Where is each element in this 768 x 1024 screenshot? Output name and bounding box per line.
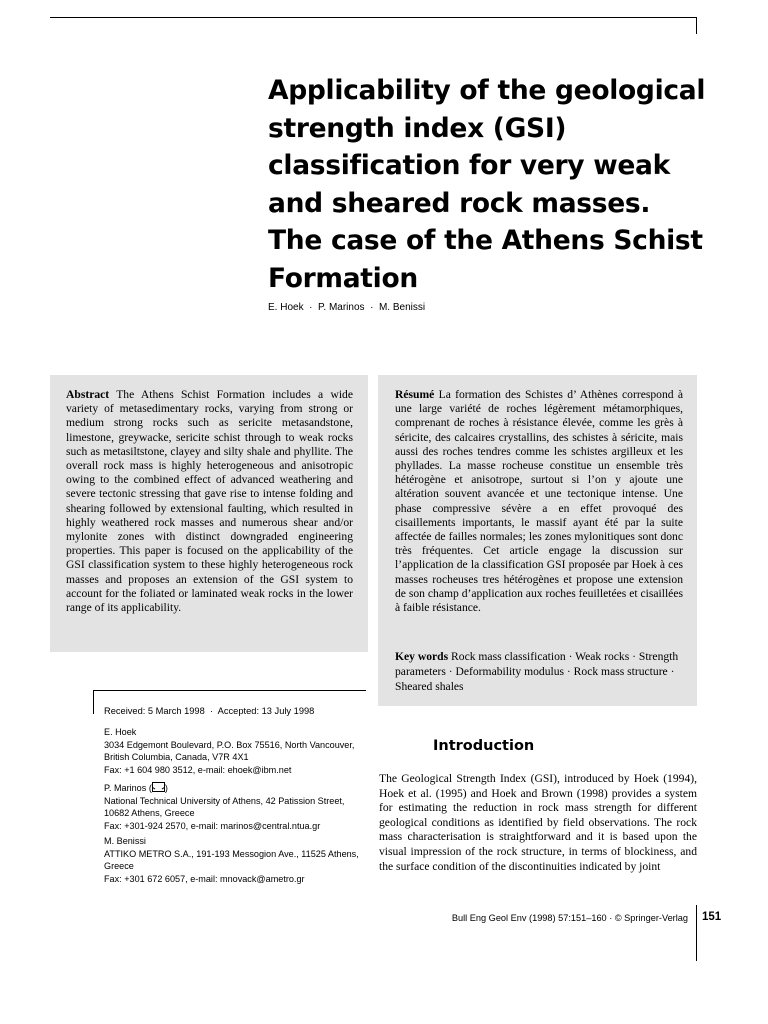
received-dates: Received: 5 March 1998 · Accepted: 13 July 1998: [104, 706, 315, 716]
abstract: [66, 388, 353, 615]
address-line: Greece: [104, 861, 134, 872]
contact-line: Fax: +301 672 6057, e-mail: mnovack@ametro.gr: [104, 873, 305, 884]
resume: [395, 388, 683, 615]
address-line: British Columbia, Canada, V7R 4X1: [104, 752, 249, 763]
page-number: 151: [702, 911, 722, 923]
introduction-heading: Introduction: [433, 738, 535, 754]
journal-citation: Bull Eng Geol Env (1998) 57:151–160 · © Springer-Verlag: [451, 913, 688, 923]
abstract-box: [50, 375, 368, 652]
author-name: P. Marinos: [104, 783, 147, 793]
mail-envelope-icon: [152, 782, 165, 792]
introduction-text: The Geological Strength Index (GSI), introduced by Hoek (1994), Hoek et al. (1995) and Hoek and Brown (1998) provides a system for estimating the reduction in rock mass strength for different geological conditions as identified by field observations. The rock mass characterisation is straightforward and it is based upon the visual impression of the rock structure, in terms of blockiness, and the surface condition of the discontinuities indicated by joint: [379, 772, 697, 873]
keywords-label: Key words: [395, 650, 449, 663]
resume-text: La formation des Schistes d’ Athènes correspond à une large variété de roches légèrement métamorphiques, comprenant de roches à résistance élevée, comme les grès à séricite, des calcaires crystallins, des schistes à séricite, mais aussi des roches tendres comme les schistes argilleux et les phyllades. La masse rocheuse constitue un ensemble très hétérogène et anisotrope, surtout si l’on y ajoute une altération souvent avancée et une tectonique intense. Une phase compressive sévère a en effet provoqué des cisaillements importants, le massif ayant été par la suite affectée de failles normales; les zones mylonitiques sont donc très fréquentes. Cet article engage la discussion sur l’application de la classification GSI proposée par Hoek à ces masses rocheuses tres hétérogènes et propose une extension de son champ d’application aux roches feuilletées et cisaillées à faible résistance.: [395, 388, 683, 615]
address-hoek: [104, 726, 374, 776]
address-line: ATTIKO METRO S.A., 191-193 Messogion Ave., 11525 Athens,: [104, 848, 359, 859]
resume-label: Résumé: [395, 388, 435, 401]
paper-title: Applicability of the geological strength index (GSI) classification for very weak and sheared rock masses. The case of the Athens Schist Formation: [268, 75, 706, 294]
abstract-text: The Athens Schist Formation includes a wide variety of metasedimentary rocks, varying from strong or medium strong rocks such as sericite metasandstone, limestone, greywacke, sericite schist through to weak rocks such as metasiltstone, clayey and silty shale and phyllite. The overall rock mass is highly heterogeneous and anisotropic owing to the combined effect of advanced weathering and severe tectonic stressing that gave rise to intense folding and shearing followed by extensional faulting, which resulted in highly weathered rock masses and numerous shear and/or mylonite zones with distinct downgraded engineering properties. This paper is focused on the applicability of the GSI classification system to these highly heterogeneous rock masses and proposes an extension of the GSI system to account for the foliated or laminated weak rocks in the lower range of its applicability.: [66, 388, 353, 615]
address-line: National Technical University of Athens, 42 Patission Street,: [104, 795, 345, 806]
footer-rule: [696, 905, 697, 961]
abstract-label: Abstract: [66, 388, 110, 401]
author-name: M. Benissi: [104, 836, 146, 846]
received-rule: [93, 690, 366, 691]
contact-line: Fax: +301-924 2570, e-mail: marinos@central.ntua.gr: [104, 820, 321, 831]
keywords-text: Rock mass classification · Weak rocks · Strength parameters · Deformability modulus · Rock mass structure · Sheared shales: [395, 650, 679, 693]
author-list: E. Hoek · P. Marinos · M. Benissi: [268, 302, 426, 313]
keywords: [395, 650, 683, 694]
address-benissi: [104, 835, 374, 885]
author-name: E. Hoek: [104, 727, 137, 737]
received-rule-corner: [93, 690, 94, 714]
address-line: 3034 Edgemont Boulevard, P.O. Box 75516, North Vancouver,: [104, 739, 355, 750]
top-rule-tick: [696, 17, 697, 34]
top-rule: [50, 17, 697, 18]
address-marinos: [104, 782, 374, 832]
contact-line: Fax: +1 604 980 3512, e-mail: ehoek@ibm.net: [104, 764, 292, 775]
address-line: 10682 Athens, Greece: [104, 808, 195, 819]
author-name-row: P. Marinos ( ): [104, 783, 168, 793]
resume-box: [378, 375, 697, 706]
